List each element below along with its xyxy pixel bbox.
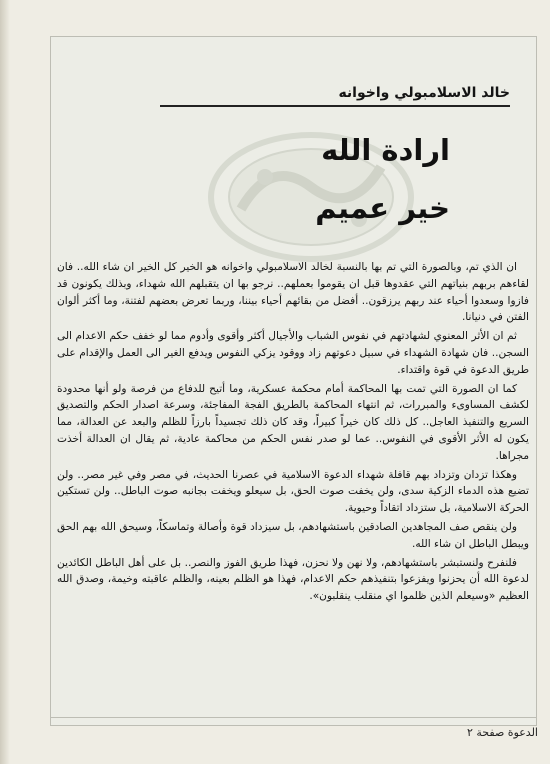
- page-footer: الدعوة صفحة ٢: [466, 726, 538, 739]
- paragraph: فلنفرح ولنستبشر باستشهادهم، ولا نهن ولا نحزن، فهذا طريق الفوز والنصر.. بل على أهل الباطل الكائدين لدعوة الله أن يحزنوا ويفزعوا بتنفيذهم حكم الاعدام، فهذا هو الظلم بعينه، والظلم عاقبته وخيمة، وصدق الله العظيم «وسيعلم الذين ظلموا اي منقلب ينقلبون».: [57, 556, 529, 603]
- footer-divider: [51, 717, 536, 718]
- paragraph: ان الذي تم، وبالصورة التي تم بها بالنسبة لخالد الاسلامبولي واخوانه هو الخير كل الخير ان شاء الله.. فان لقاءهم بربهم بنياتهم التي عقدوها قبل ان يقوموا بعملهم.. نرجو بها ان يتقبلهم الله شهداء، وبذلك يكونون قد فازوا وسعدوا أحياء عند ربهم يرزقون.. أفضل من بقائهم أحياء بيننا، وربما تعرض بعضهم لفتنة، وما أكثر ألوان الفتن في دنيانا.: [57, 261, 529, 324]
- paragraph: كما ان الصورة التي تمت بها المحاكمة أمام محكمة عسكرية، وما أتيح للدفاع من فرصة ولو أنها محدودة لكشف المساوىء والمبررات، ثم انتهاء المحاكمة بالطريق الفجة المفاجئة، وسرعة اصدار الحكم والتصديق السريع والتنفيذ العاجل.. كل ذلك كان خيراً كبيراً، وقد كان ذلك تجسيداً بارزاً للظلم والبعد عن العدالة، مما يكون له الأثر الأقوى في النفوس.. عما لو صدر نفس الحكم من محاكمة عادية، ثم يقال ان العدالة أخذت مجراها.: [57, 382, 529, 462]
- article-frame: [50, 36, 537, 726]
- title-line-2: خير عميم: [315, 191, 450, 225]
- paragraph: ولن ينقص صف المجاهدين الصادقين باستشهادهم، بل سيزداد قوة وأصالة وتماسكاً، وسيحق الله بهم الحق ويبطل الباطل ان شاء الله.: [57, 520, 529, 550]
- paragraph: وهكذا تزدان وتزداد بهم قافلة شهداء الدعوة الاسلامية في عصرنا الحديث، في مصر وفي غير مصر.. ولن تضيع هذه الدماء الزكية سدى، ولن يخفت صوت الحق، بل سيعلو ويخفت بجانبه صوت الباطل.. ولن تستكين الحركة الاسلامية، بل ستزداد اتقاداً وحيوية.: [57, 468, 529, 515]
- author-heading: خالد الاسلامبولي واخوانه: [160, 85, 510, 107]
- page-binding-edge: [0, 0, 10, 764]
- title-line-1: ارادة الله: [321, 133, 450, 167]
- paragraph: ثم ان الأثر المعنوي لشهادتهم في نفوس الشباب والأجيال أكثر وأقوى وأدوم مما لو خفف حكم الاعدام الى السجن.. فان شهادة الشهداء في سبيل دعوتهم زاد ووقود يزكي النفوس ويدفع الغير الى العمل والإقدام على طريق الدعوة في قوة واقتداء.: [57, 330, 529, 376]
- article-body: [57, 259, 529, 607]
